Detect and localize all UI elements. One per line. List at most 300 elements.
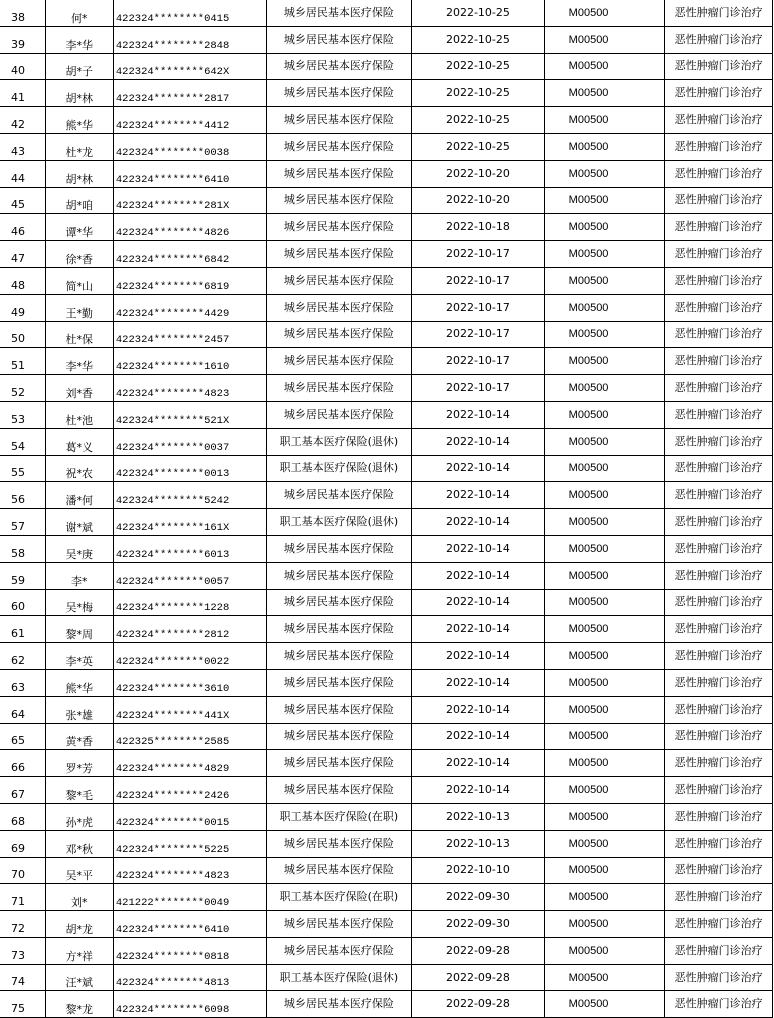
id-number-cell: 422324********0022 (113, 643, 266, 670)
disease-name-cell: 恶性肿瘤门诊治疗 (665, 911, 773, 938)
id-number-cell: 422324********281X (113, 187, 266, 214)
row-number-cell: 46 (0, 214, 45, 241)
table-row (0, 401, 773, 428)
disease-code-cell: M00500 (544, 750, 664, 777)
id-number-cell: 422324********4826 (113, 214, 266, 241)
patient-name-cell: 潘*何 (45, 482, 113, 509)
row-number-cell: 72 (0, 911, 45, 938)
patient-name-cell: 谢*斌 (45, 509, 113, 536)
insurance-type-cell: 城乡居民基本医疗保险 (266, 241, 412, 268)
disease-name-cell: 恶性肿瘤门诊治疗 (665, 348, 773, 375)
id-number-cell: 422325********2585 (113, 723, 266, 750)
row-number-cell: 71 (0, 884, 45, 911)
row-number-cell: 43 (0, 133, 45, 160)
disease-name-cell: 恶性肿瘤门诊治疗 (665, 696, 773, 723)
table-row (0, 294, 773, 321)
disease-name-cell: 恶性肿瘤门诊治疗 (665, 133, 773, 160)
disease-code-cell: M00500 (544, 187, 664, 214)
disease-code-cell: M00500 (544, 643, 664, 670)
patient-name-cell: 葛*义 (45, 428, 113, 455)
row-number-cell: 52 (0, 375, 45, 402)
id-number-cell: 422324********6819 (113, 267, 266, 294)
table-row (0, 857, 773, 884)
disease-name-cell: 恶性肿瘤门诊治疗 (665, 937, 773, 964)
table-row (0, 803, 773, 830)
table-row (0, 830, 773, 857)
disease-code-cell: M00500 (544, 696, 664, 723)
patient-name-cell: 张*雄 (45, 696, 113, 723)
id-number-cell: 422324********2848 (113, 26, 266, 53)
insurance-type-cell: 城乡居民基本医疗保险 (266, 107, 412, 134)
insurance-type-cell: 城乡居民基本医疗保险 (266, 535, 412, 562)
table-row (0, 80, 773, 107)
disease-code-cell: M00500 (544, 911, 664, 938)
row-number-cell: 56 (0, 482, 45, 509)
insurance-type-cell: 城乡居民基本医疗保险 (266, 830, 412, 857)
record-date-cell: 2022-10-14 (412, 401, 544, 428)
insurance-type-cell: 城乡居民基本医疗保险 (266, 911, 412, 938)
patient-name-cell: 胡*林 (45, 80, 113, 107)
record-date-cell: 2022-10-10 (412, 857, 544, 884)
table-row (0, 241, 773, 268)
record-date-cell: 2022-10-25 (412, 133, 544, 160)
table-row (0, 428, 773, 455)
id-number-cell: 422324********6842 (113, 241, 266, 268)
record-date-cell: 2022-10-14 (412, 723, 544, 750)
row-number-cell: 65 (0, 723, 45, 750)
disease-code-cell: M00500 (544, 26, 664, 53)
row-number-cell: 74 (0, 964, 45, 991)
patient-name-cell: 徐*香 (45, 241, 113, 268)
table-row (0, 911, 773, 938)
id-number-cell: 422324********0038 (113, 133, 266, 160)
insurance-type-cell: 职工基本医疗保险(退休) (266, 428, 412, 455)
id-number-cell: 422324********1228 (113, 589, 266, 616)
insurance-type-cell: 城乡居民基本医疗保险 (266, 723, 412, 750)
id-number-cell: 422324********4429 (113, 294, 266, 321)
id-number-cell: 422324********5242 (113, 482, 266, 509)
patient-name-cell: 熊*华 (45, 107, 113, 134)
row-number-cell: 63 (0, 669, 45, 696)
disease-code-cell: M00500 (544, 375, 664, 402)
insurance-type-cell: 城乡居民基本医疗保险 (266, 589, 412, 616)
table-row (0, 777, 773, 804)
id-number-cell: 422324********2426 (113, 777, 266, 804)
disease-code-cell: M00500 (544, 133, 664, 160)
disease-code-cell: M00500 (544, 964, 664, 991)
id-number-cell: 422324********0818 (113, 937, 266, 964)
row-number-cell: 39 (0, 26, 45, 53)
disease-name-cell: 恶性肿瘤门诊治疗 (665, 857, 773, 884)
insurance-type-cell: 职工基本医疗保险(在职) (266, 803, 412, 830)
disease-name-cell: 恶性肿瘤门诊治疗 (665, 643, 773, 670)
patient-name-cell: 杜*龙 (45, 133, 113, 160)
disease-code-cell: M00500 (544, 937, 664, 964)
disease-code-cell: M00500 (544, 723, 664, 750)
patient-name-cell: 祝*农 (45, 455, 113, 482)
record-date-cell: 2022-10-17 (412, 348, 544, 375)
id-number-cell: 422324********6098 (113, 991, 266, 1018)
insurance-type-cell: 职工基本医疗保险(退休) (266, 964, 412, 991)
id-number-cell: 422324********521X (113, 401, 266, 428)
record-date-cell: 2022-10-25 (412, 107, 544, 134)
record-date-cell: 2022-10-14 (412, 482, 544, 509)
disease-name-cell: 恶性肿瘤门诊治疗 (665, 589, 773, 616)
id-number-cell: 422324********5225 (113, 830, 266, 857)
patient-name-cell: 李*华 (45, 26, 113, 53)
table-row (0, 964, 773, 991)
disease-code-cell: M00500 (544, 803, 664, 830)
record-date-cell: 2022-10-13 (412, 830, 544, 857)
insurance-type-cell: 城乡居民基本医疗保险 (266, 669, 412, 696)
disease-name-cell: 恶性肿瘤门诊治疗 (665, 669, 773, 696)
record-date-cell: 2022-10-17 (412, 267, 544, 294)
id-number-cell: 422324********0013 (113, 455, 266, 482)
row-number-cell: 42 (0, 107, 45, 134)
table-row (0, 884, 773, 911)
insurance-type-cell: 城乡居民基本医疗保险 (266, 348, 412, 375)
patient-name-cell: 汪*斌 (45, 964, 113, 991)
record-date-cell: 2022-10-14 (412, 509, 544, 536)
insurance-type-cell: 城乡居民基本医疗保险 (266, 401, 412, 428)
patient-name-cell: 杜*池 (45, 401, 113, 428)
disease-code-cell: M00500 (544, 294, 664, 321)
row-number-cell: 69 (0, 830, 45, 857)
patient-name-cell: 何* (45, 0, 113, 26)
record-date-cell: 2022-10-14 (412, 643, 544, 670)
row-number-cell: 59 (0, 562, 45, 589)
table-row (0, 482, 773, 509)
record-date-cell: 2022-10-20 (412, 187, 544, 214)
row-number-cell: 54 (0, 428, 45, 455)
record-date-cell: 2022-09-30 (412, 884, 544, 911)
insurance-type-cell: 城乡居民基本医疗保险 (266, 321, 412, 348)
patient-name-cell: 李* (45, 562, 113, 589)
record-date-cell: 2022-09-28 (412, 964, 544, 991)
patient-name-cell: 李*华 (45, 348, 113, 375)
row-number-cell: 61 (0, 616, 45, 643)
row-number-cell: 51 (0, 348, 45, 375)
disease-code-cell: M00500 (544, 777, 664, 804)
disease-code-cell: M00500 (544, 80, 664, 107)
id-number-cell: 422324********4412 (113, 107, 266, 134)
insurance-type-cell: 城乡居民基本医疗保险 (266, 643, 412, 670)
table-row (0, 267, 773, 294)
table-row (0, 750, 773, 777)
id-number-cell: 421222********0049 (113, 884, 266, 911)
record-date-cell: 2022-10-13 (412, 803, 544, 830)
row-number-cell: 66 (0, 750, 45, 777)
table-row (0, 187, 773, 214)
insurance-type-cell: 城乡居民基本医疗保险 (266, 294, 412, 321)
id-number-cell: 422324********2457 (113, 321, 266, 348)
disease-name-cell: 恶性肿瘤门诊治疗 (665, 964, 773, 991)
record-date-cell: 2022-10-25 (412, 0, 544, 26)
disease-name-cell: 恶性肿瘤门诊治疗 (665, 482, 773, 509)
patient-name-cell: 胡*咱 (45, 187, 113, 214)
record-date-cell: 2022-10-14 (412, 562, 544, 589)
row-number-cell: 57 (0, 509, 45, 536)
patient-name-cell: 胡*龙 (45, 911, 113, 938)
id-number-cell: 422324********0037 (113, 428, 266, 455)
row-number-cell: 53 (0, 401, 45, 428)
record-date-cell: 2022-09-28 (412, 991, 544, 1018)
patient-name-cell: 黄*香 (45, 723, 113, 750)
disease-name-cell: 恶性肿瘤门诊治疗 (665, 830, 773, 857)
insurance-type-cell: 城乡居民基本医疗保险 (266, 214, 412, 241)
patient-name-cell: 吴*庚 (45, 535, 113, 562)
row-number-cell: 49 (0, 294, 45, 321)
disease-name-cell: 恶性肿瘤门诊治疗 (665, 428, 773, 455)
id-number-cell: 422324********3610 (113, 669, 266, 696)
table-row (0, 616, 773, 643)
id-number-cell: 422324********2812 (113, 616, 266, 643)
insurance-type-cell: 城乡居民基本医疗保险 (266, 26, 412, 53)
table-row (0, 991, 773, 1018)
record-date-cell: 2022-10-17 (412, 241, 544, 268)
patient-name-cell: 邓*秋 (45, 830, 113, 857)
record-date-cell: 2022-10-14 (412, 669, 544, 696)
patient-name-cell: 杜*保 (45, 321, 113, 348)
record-date-cell: 2022-10-14 (412, 535, 544, 562)
disease-name-cell: 恶性肿瘤门诊治疗 (665, 616, 773, 643)
disease-name-cell: 恶性肿瘤门诊治疗 (665, 803, 773, 830)
disease-code-cell: M00500 (544, 0, 664, 26)
disease-code-cell: M00500 (544, 321, 664, 348)
id-number-cell: 422324********2817 (113, 80, 266, 107)
record-date-cell: 2022-10-25 (412, 53, 544, 80)
patient-name-cell: 胡*林 (45, 160, 113, 187)
row-number-cell: 44 (0, 160, 45, 187)
disease-name-cell: 恶性肿瘤门诊治疗 (665, 884, 773, 911)
table-row (0, 348, 773, 375)
record-date-cell: 2022-10-17 (412, 294, 544, 321)
id-number-cell: 422324********4823 (113, 375, 266, 402)
record-date-cell: 2022-10-18 (412, 214, 544, 241)
record-date-cell: 2022-10-20 (412, 160, 544, 187)
insurance-type-cell: 城乡居民基本医疗保险 (266, 777, 412, 804)
id-number-cell: 422324********0415 (113, 0, 266, 26)
row-number-cell: 50 (0, 321, 45, 348)
id-number-cell: 422324********6410 (113, 911, 266, 938)
insurance-type-cell: 城乡居民基本医疗保险 (266, 133, 412, 160)
disease-code-cell: M00500 (544, 455, 664, 482)
disease-name-cell: 恶性肿瘤门诊治疗 (665, 509, 773, 536)
record-date-cell: 2022-10-14 (412, 589, 544, 616)
patient-name-cell: 王*勤 (45, 294, 113, 321)
patient-name-cell: 熊*华 (45, 669, 113, 696)
disease-name-cell: 恶性肿瘤门诊治疗 (665, 777, 773, 804)
record-date-cell: 2022-10-14 (412, 455, 544, 482)
insurance-type-cell: 城乡居民基本医疗保险 (266, 750, 412, 777)
insurance-type-cell: 城乡居民基本医疗保险 (266, 53, 412, 80)
row-number-cell: 45 (0, 187, 45, 214)
disease-code-cell: M00500 (544, 401, 664, 428)
record-date-cell: 2022-09-28 (412, 937, 544, 964)
table-row (0, 696, 773, 723)
table-row (0, 214, 773, 241)
row-number-cell: 60 (0, 589, 45, 616)
row-number-cell: 48 (0, 267, 45, 294)
insurance-type-cell: 城乡居民基本医疗保险 (266, 160, 412, 187)
table-row (0, 107, 773, 134)
row-number-cell: 67 (0, 777, 45, 804)
record-date-cell: 2022-10-14 (412, 750, 544, 777)
insurance-type-cell: 职工基本医疗保险(退休) (266, 455, 412, 482)
disease-code-cell: M00500 (544, 562, 664, 589)
table-row (0, 535, 773, 562)
row-number-cell: 55 (0, 455, 45, 482)
disease-name-cell: 恶性肿瘤门诊治疗 (665, 160, 773, 187)
id-number-cell: 422324********4823 (113, 857, 266, 884)
row-number-cell: 62 (0, 643, 45, 670)
insurance-type-cell: 城乡居民基本医疗保险 (266, 616, 412, 643)
disease-code-cell: M00500 (544, 348, 664, 375)
patient-name-cell: 吴*平 (45, 857, 113, 884)
disease-name-cell: 恶性肿瘤门诊治疗 (665, 375, 773, 402)
disease-name-cell: 恶性肿瘤门诊治疗 (665, 214, 773, 241)
patient-name-cell: 罗*芳 (45, 750, 113, 777)
disease-name-cell: 恶性肿瘤门诊治疗 (665, 321, 773, 348)
patient-name-cell: 刘*香 (45, 375, 113, 402)
disease-code-cell: M00500 (544, 267, 664, 294)
table-row (0, 53, 773, 80)
insurance-type-cell: 城乡居民基本医疗保险 (266, 0, 412, 26)
insurance-type-cell: 城乡居民基本医疗保险 (266, 991, 412, 1018)
record-date-cell: 2022-10-14 (412, 696, 544, 723)
disease-name-cell: 恶性肿瘤门诊治疗 (665, 0, 773, 26)
insurance-type-cell: 城乡居民基本医疗保险 (266, 267, 412, 294)
patient-name-cell: 黎*周 (45, 616, 113, 643)
disease-code-cell: M00500 (544, 241, 664, 268)
disease-name-cell: 恶性肿瘤门诊治疗 (665, 562, 773, 589)
id-number-cell: 422324********642X (113, 53, 266, 80)
disease-name-cell: 恶性肿瘤门诊治疗 (665, 53, 773, 80)
row-number-cell: 38 (0, 0, 45, 26)
table-row (0, 133, 773, 160)
id-number-cell: 422324********6013 (113, 535, 266, 562)
disease-name-cell: 恶性肿瘤门诊治疗 (665, 401, 773, 428)
disease-name-cell: 恶性肿瘤门诊治疗 (665, 107, 773, 134)
patient-name-cell: 方*祥 (45, 937, 113, 964)
disease-name-cell: 恶性肿瘤门诊治疗 (665, 26, 773, 53)
insurance-type-cell: 城乡居民基本医疗保险 (266, 857, 412, 884)
insurance-type-cell: 城乡居民基本医疗保险 (266, 562, 412, 589)
disease-code-cell: M00500 (544, 616, 664, 643)
row-number-cell: 64 (0, 696, 45, 723)
row-number-cell: 58 (0, 535, 45, 562)
disease-name-cell: 恶性肿瘤门诊治疗 (665, 241, 773, 268)
id-number-cell: 422324********0057 (113, 562, 266, 589)
disease-name-cell: 恶性肿瘤门诊治疗 (665, 723, 773, 750)
insurance-type-cell: 城乡居民基本医疗保险 (266, 187, 412, 214)
row-number-cell: 75 (0, 991, 45, 1018)
table-row (0, 321, 773, 348)
disease-name-cell: 恶性肿瘤门诊治疗 (665, 991, 773, 1018)
table-row (0, 589, 773, 616)
table-row (0, 455, 773, 482)
disease-name-cell: 恶性肿瘤门诊治疗 (665, 80, 773, 107)
disease-code-cell: M00500 (544, 669, 664, 696)
record-date-cell: 2022-10-14 (412, 428, 544, 455)
row-number-cell: 68 (0, 803, 45, 830)
disease-code-cell: M00500 (544, 535, 664, 562)
table-row (0, 562, 773, 589)
disease-code-cell: M00500 (544, 107, 664, 134)
table-row (0, 26, 773, 53)
insurance-type-cell: 城乡居民基本医疗保险 (266, 80, 412, 107)
table-row (0, 937, 773, 964)
disease-code-cell: M00500 (544, 857, 664, 884)
id-number-cell: 422324********0015 (113, 803, 266, 830)
row-number-cell: 73 (0, 937, 45, 964)
id-number-cell: 422324********4813 (113, 964, 266, 991)
table-row (0, 509, 773, 536)
disease-name-cell: 恶性肿瘤门诊治疗 (665, 750, 773, 777)
insurance-type-cell: 职工基本医疗保险(退休) (266, 509, 412, 536)
table-row (0, 669, 773, 696)
disease-name-cell: 恶性肿瘤门诊治疗 (665, 267, 773, 294)
row-number-cell: 70 (0, 857, 45, 884)
disease-code-cell: M00500 (544, 53, 664, 80)
patient-name-cell: 吴*梅 (45, 589, 113, 616)
patient-name-cell: 刘* (45, 884, 113, 911)
record-date-cell: 2022-09-30 (412, 911, 544, 938)
record-date-cell: 2022-10-14 (412, 616, 544, 643)
disease-code-cell: M00500 (544, 884, 664, 911)
record-date-cell: 2022-10-25 (412, 80, 544, 107)
insurance-type-cell: 城乡居民基本医疗保险 (266, 375, 412, 402)
id-number-cell: 422324********4829 (113, 750, 266, 777)
record-date-cell: 2022-10-25 (412, 26, 544, 53)
insurance-type-cell: 城乡居民基本医疗保险 (266, 696, 412, 723)
table-row (0, 643, 773, 670)
disease-code-cell: M00500 (544, 214, 664, 241)
disease-name-cell: 恶性肿瘤门诊治疗 (665, 294, 773, 321)
disease-code-cell: M00500 (544, 160, 664, 187)
disease-code-cell: M00500 (544, 991, 664, 1018)
row-number-cell: 41 (0, 80, 45, 107)
record-date-cell: 2022-10-17 (412, 375, 544, 402)
patient-name-cell: 简*山 (45, 267, 113, 294)
patient-name-cell: 孙*虎 (45, 803, 113, 830)
patient-name-cell: 谭*华 (45, 214, 113, 241)
disease-name-cell: 恶性肿瘤门诊治疗 (665, 187, 773, 214)
patient-name-cell: 李*英 (45, 643, 113, 670)
table-row (0, 375, 773, 402)
disease-code-cell: M00500 (544, 428, 664, 455)
row-number-cell: 40 (0, 53, 45, 80)
disease-code-cell: M00500 (544, 830, 664, 857)
disease-code-cell: M00500 (544, 482, 664, 509)
id-number-cell: 422324********6410 (113, 160, 266, 187)
record-date-cell: 2022-10-17 (412, 321, 544, 348)
disease-name-cell: 恶性肿瘤门诊治疗 (665, 535, 773, 562)
disease-name-cell: 恶性肿瘤门诊治疗 (665, 455, 773, 482)
disease-code-cell: M00500 (544, 589, 664, 616)
table-row (0, 723, 773, 750)
insurance-type-cell: 职工基本医疗保险(在职) (266, 884, 412, 911)
id-number-cell: 422324********1610 (113, 348, 266, 375)
table-row (0, 0, 773, 26)
insurance-type-cell: 城乡居民基本医疗保险 (266, 482, 412, 509)
row-number-cell: 47 (0, 241, 45, 268)
patient-name-cell: 黎*龙 (45, 991, 113, 1018)
record-date-cell: 2022-10-14 (412, 777, 544, 804)
disease-code-cell: M00500 (544, 509, 664, 536)
table-row (0, 160, 773, 187)
patient-name-cell: 黎*毛 (45, 777, 113, 804)
